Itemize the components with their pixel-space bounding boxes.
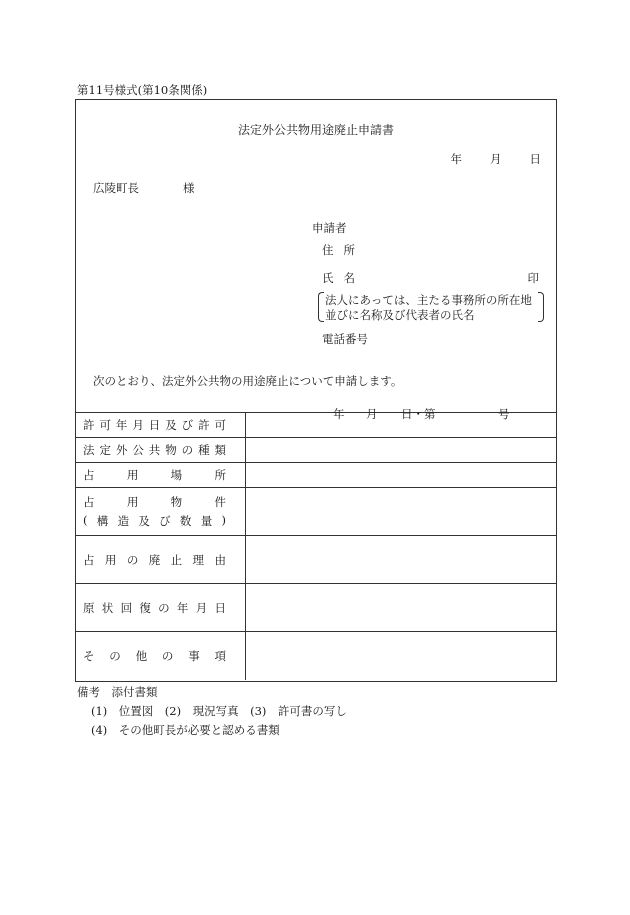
label-chars (83, 600, 226, 616)
label-char: 場 (170, 468, 183, 482)
label-char: 法 (83, 443, 95, 457)
right-bracket (538, 292, 544, 322)
label-char: の (109, 648, 121, 663)
abolition-reason-field[interactable] (246, 536, 557, 584)
applicant-address-label: 住所 (322, 243, 365, 257)
row-label-occupied-object (76, 488, 246, 536)
permit-year-label: 年 (333, 407, 345, 421)
row-label-other-matters (76, 632, 246, 680)
attachment-list-line1: (1) 位置図 (2) 現況写真 (3) 許可書の写し (91, 704, 347, 718)
corporate-note-line1: 法人にあっては、主たる事務所の所在地 (325, 293, 532, 307)
label-char: 許 (83, 418, 95, 432)
label-char: 定 (99, 443, 111, 457)
label-char: 原 (83, 600, 95, 615)
form-header-section (76, 100, 556, 412)
label-char: 廃 (148, 552, 161, 567)
label-char: 件 (214, 495, 226, 509)
label-char: 月 (195, 600, 208, 615)
label-char: 事 (188, 648, 200, 663)
form-title: 法定外公共物用途廃止申請書 (237, 123, 394, 137)
label-char: 理 (192, 552, 205, 567)
applicant-heading: 申請者 (312, 221, 347, 235)
label-char: 外 (115, 443, 128, 457)
label-char: 物 (165, 443, 177, 457)
label-char: 復 (139, 600, 151, 615)
label-char: 可 (214, 418, 226, 432)
occupied-object-field[interactable] (246, 488, 557, 536)
table-row (76, 632, 556, 680)
date-month-label: 月 (490, 152, 502, 166)
date-day-label: 日 (529, 152, 541, 166)
corporate-note (318, 292, 542, 322)
label-char: の (161, 648, 174, 663)
label-char: 及 (165, 418, 177, 432)
permit-date-number-field[interactable] (246, 407, 557, 438)
row-label-restoration-date (76, 584, 246, 632)
label-char: 構 (96, 514, 109, 528)
table-row (76, 584, 556, 632)
label-char: 占 (83, 495, 95, 509)
public-property-type-field[interactable] (246, 438, 557, 463)
label-char: 物 (170, 495, 183, 509)
label-char: 占 (83, 552, 95, 567)
occupancy-location-field[interactable] (246, 463, 557, 488)
label-char: 日 (214, 600, 226, 615)
label-char: 止 (170, 552, 183, 567)
label-char: び (159, 514, 171, 528)
label-char: の (158, 600, 170, 615)
label-chars (83, 417, 226, 433)
label-char: 造 (117, 514, 130, 528)
label-char: ( (83, 513, 88, 527)
restoration-date-field[interactable] (246, 584, 557, 632)
remarks-heading: 備考 添付書類 (77, 685, 158, 699)
attachment-list-line2: (4) その他町長が必要と認める書類 (91, 723, 280, 737)
label-char: 用 (126, 495, 139, 509)
label-chars (83, 494, 226, 510)
left-bracket (318, 292, 324, 322)
label-char: 状 (101, 600, 114, 615)
form-number-label: 第11号様式(第10条関係) (77, 83, 208, 97)
table-row (76, 488, 556, 536)
label-char: の (181, 443, 194, 457)
label-char: そ (83, 648, 95, 663)
applicant-name-label: 氏名 (322, 271, 365, 285)
row-label-public-property-type (76, 438, 246, 463)
seal-mark: 印 (527, 271, 539, 285)
addressee-name: 広陵町長 (93, 181, 139, 195)
label-char: 量 (200, 514, 213, 528)
application-form-frame (75, 99, 557, 682)
permit-month-label: 月 (366, 407, 378, 421)
table-row (76, 536, 556, 584)
label-char: 可 (99, 418, 111, 432)
label-char: 日 (148, 418, 161, 432)
label-char: 共 (148, 443, 161, 457)
label-char: 年 (176, 600, 189, 615)
label-char: 許 (198, 418, 210, 432)
label-chars (83, 552, 226, 568)
table-row (76, 413, 556, 438)
label-chars (83, 467, 226, 483)
application-details-table (76, 407, 556, 680)
label-char: 数 (179, 514, 192, 528)
row-label-abolition-reason (76, 536, 246, 584)
application-statement: 次のとおり、法定外公共物の用途廃止について申請します。 (93, 374, 403, 388)
label-char: 占 (83, 468, 95, 482)
label-char: 用 (126, 468, 139, 482)
label-char: び (181, 418, 194, 432)
addressee (93, 180, 195, 196)
label-char: 用 (104, 552, 117, 567)
label-char: の (126, 552, 139, 567)
label-char: 公 (132, 443, 144, 457)
permit-day-no-label: 日・第 (401, 407, 436, 421)
label-chars (83, 648, 226, 664)
row-label-occupancy-location (76, 463, 246, 488)
label-char: 及 (138, 514, 150, 528)
label-char: 月 (132, 418, 144, 432)
label-chars (83, 442, 226, 458)
applicant-phone-label: 電話番号 (322, 332, 368, 346)
label-char: 回 (120, 600, 133, 615)
label-char: 種 (198, 443, 210, 457)
label-char: 他 (135, 648, 148, 663)
label-char: 所 (214, 468, 226, 482)
date-year-label: 年 (450, 152, 462, 166)
row-label-permit-date (76, 413, 246, 438)
corporate-note-line2: 並びに名称及び代表者の氏名 (325, 308, 475, 322)
submission-date (451, 151, 542, 167)
label-sub-chars (83, 513, 226, 529)
table-row (76, 463, 556, 488)
label-char: 年 (115, 418, 128, 432)
label-char: 由 (214, 552, 226, 567)
label-char: 項 (214, 648, 226, 663)
addressee-honorific: 様 (183, 181, 195, 195)
label-char: ) (221, 513, 226, 527)
permit-number-label: 号 (498, 407, 510, 421)
label-char: 類 (214, 443, 226, 457)
other-matters-field[interactable] (246, 632, 557, 680)
table-row (76, 438, 556, 463)
